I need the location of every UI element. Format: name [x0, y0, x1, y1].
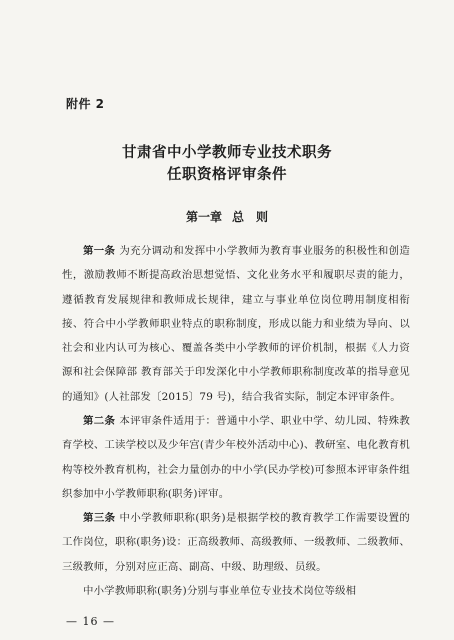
continuation-text: 中小学教师职称(职务)分别与事业单位专业技术岗位等级相 [83, 585, 357, 597]
article-2-text: 本评审条件适用于：普通中小学、职业中学、幼儿园、特殊教育学校、工读学校以及少年宫(青少年校外活动中心)、教研室、电化教育机构等校外教育机构，社会力量创办的中小学(民办学校)可参照本评审条件组织参加中小学教师职称(职务)评审。 [62, 415, 410, 500]
article-3 [62, 506, 410, 579]
document-title-line-1: 甘肃省中小学教师专业技术职务 [122, 144, 332, 161]
article-3-text: 中小学教师职称(职务)是根据学校的教育教学工作需要设置的工作岗位，职称(职务)设：正高级教师、高级教师、一级教师、二级教师、三级教师，分别对应正高、副高、中级、助理级、员级。 [62, 512, 410, 573]
page-number: — 16 — [66, 615, 115, 628]
article-3-label: 第三条 [83, 512, 116, 524]
article-2-label: 第二条 [83, 415, 116, 427]
chapter-number: 第一章 [185, 210, 222, 224]
article-1 [62, 239, 410, 409]
article-1-label: 第一条 [83, 245, 116, 257]
chapter-heading [0, 208, 454, 225]
article-2 [62, 409, 410, 506]
article-1-text: 为充分调动和发挥中小学教师为教育事业服务的积极性和创造性，激励教师不断提高政治思想觉悟、文化业务水平和履职尽责的能力，遵循教育发展规律和教师成长规律，建立与事业单位岗位聘用制度相衔接、符合中小学教师职业特点的职称制度，形成以能力和业绩为导向、以社会和业内认可为核心、覆盖各类中小学教师的评价机制，根据《人力资源和社会保障部 教育部关于印发深化中小学教师职称制度改革的指导意见的通知》(人社部发〔2015〕79 号)，结合我省实际，制定本评审条件。 [62, 245, 410, 403]
document-title-line-2: 任职资格评审条件 [167, 166, 287, 183]
attachment-label: 附件 2 [66, 97, 105, 111]
chapter-name: 总 则 [232, 210, 269, 224]
continuation-paragraph [62, 579, 410, 603]
